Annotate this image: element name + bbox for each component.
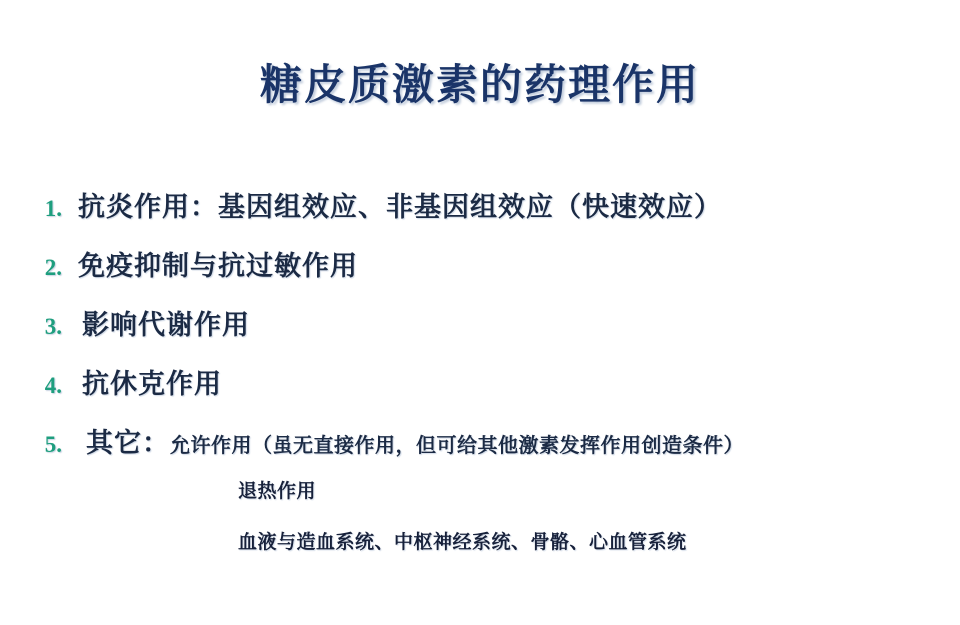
list-item-label-main: 其它： <box>86 428 170 458</box>
page-title: 糖皮质激素的药理作用 <box>259 63 700 109</box>
list-item <box>0 362 960 401</box>
list-item-number: 3. <box>44 314 62 339</box>
list-item-number: 5. <box>44 432 62 457</box>
list-item-number: 4. <box>44 373 62 398</box>
list-item-number: 2. <box>44 255 62 280</box>
list-item-label: 抗炎作用：基因组效应、非基因组效应（快速效应） <box>78 192 722 222</box>
list-item <box>0 185 960 224</box>
list-item-label: 免疫抑制与抗过敏作用 <box>78 251 358 281</box>
pharmacology-list <box>0 185 960 554</box>
list-item-label: 抗休克作用 <box>82 369 222 399</box>
list-item-number: 1. <box>44 196 62 221</box>
list-item <box>0 421 960 460</box>
list-item <box>0 244 960 283</box>
list-item <box>0 303 960 342</box>
sub-line-systems: 血液与造血系统、中枢神经系统、骨骼、心血管系统 <box>238 532 687 553</box>
sub-line-antipyretic: 退热作用 <box>238 481 317 502</box>
list-item-label-detail: 允许作用（虽无直接作用，但可给其他激素发挥作用创造条件） <box>170 435 744 457</box>
list-item-label <box>78 421 744 460</box>
list-item-label: 影响代谢作用 <box>82 310 250 340</box>
